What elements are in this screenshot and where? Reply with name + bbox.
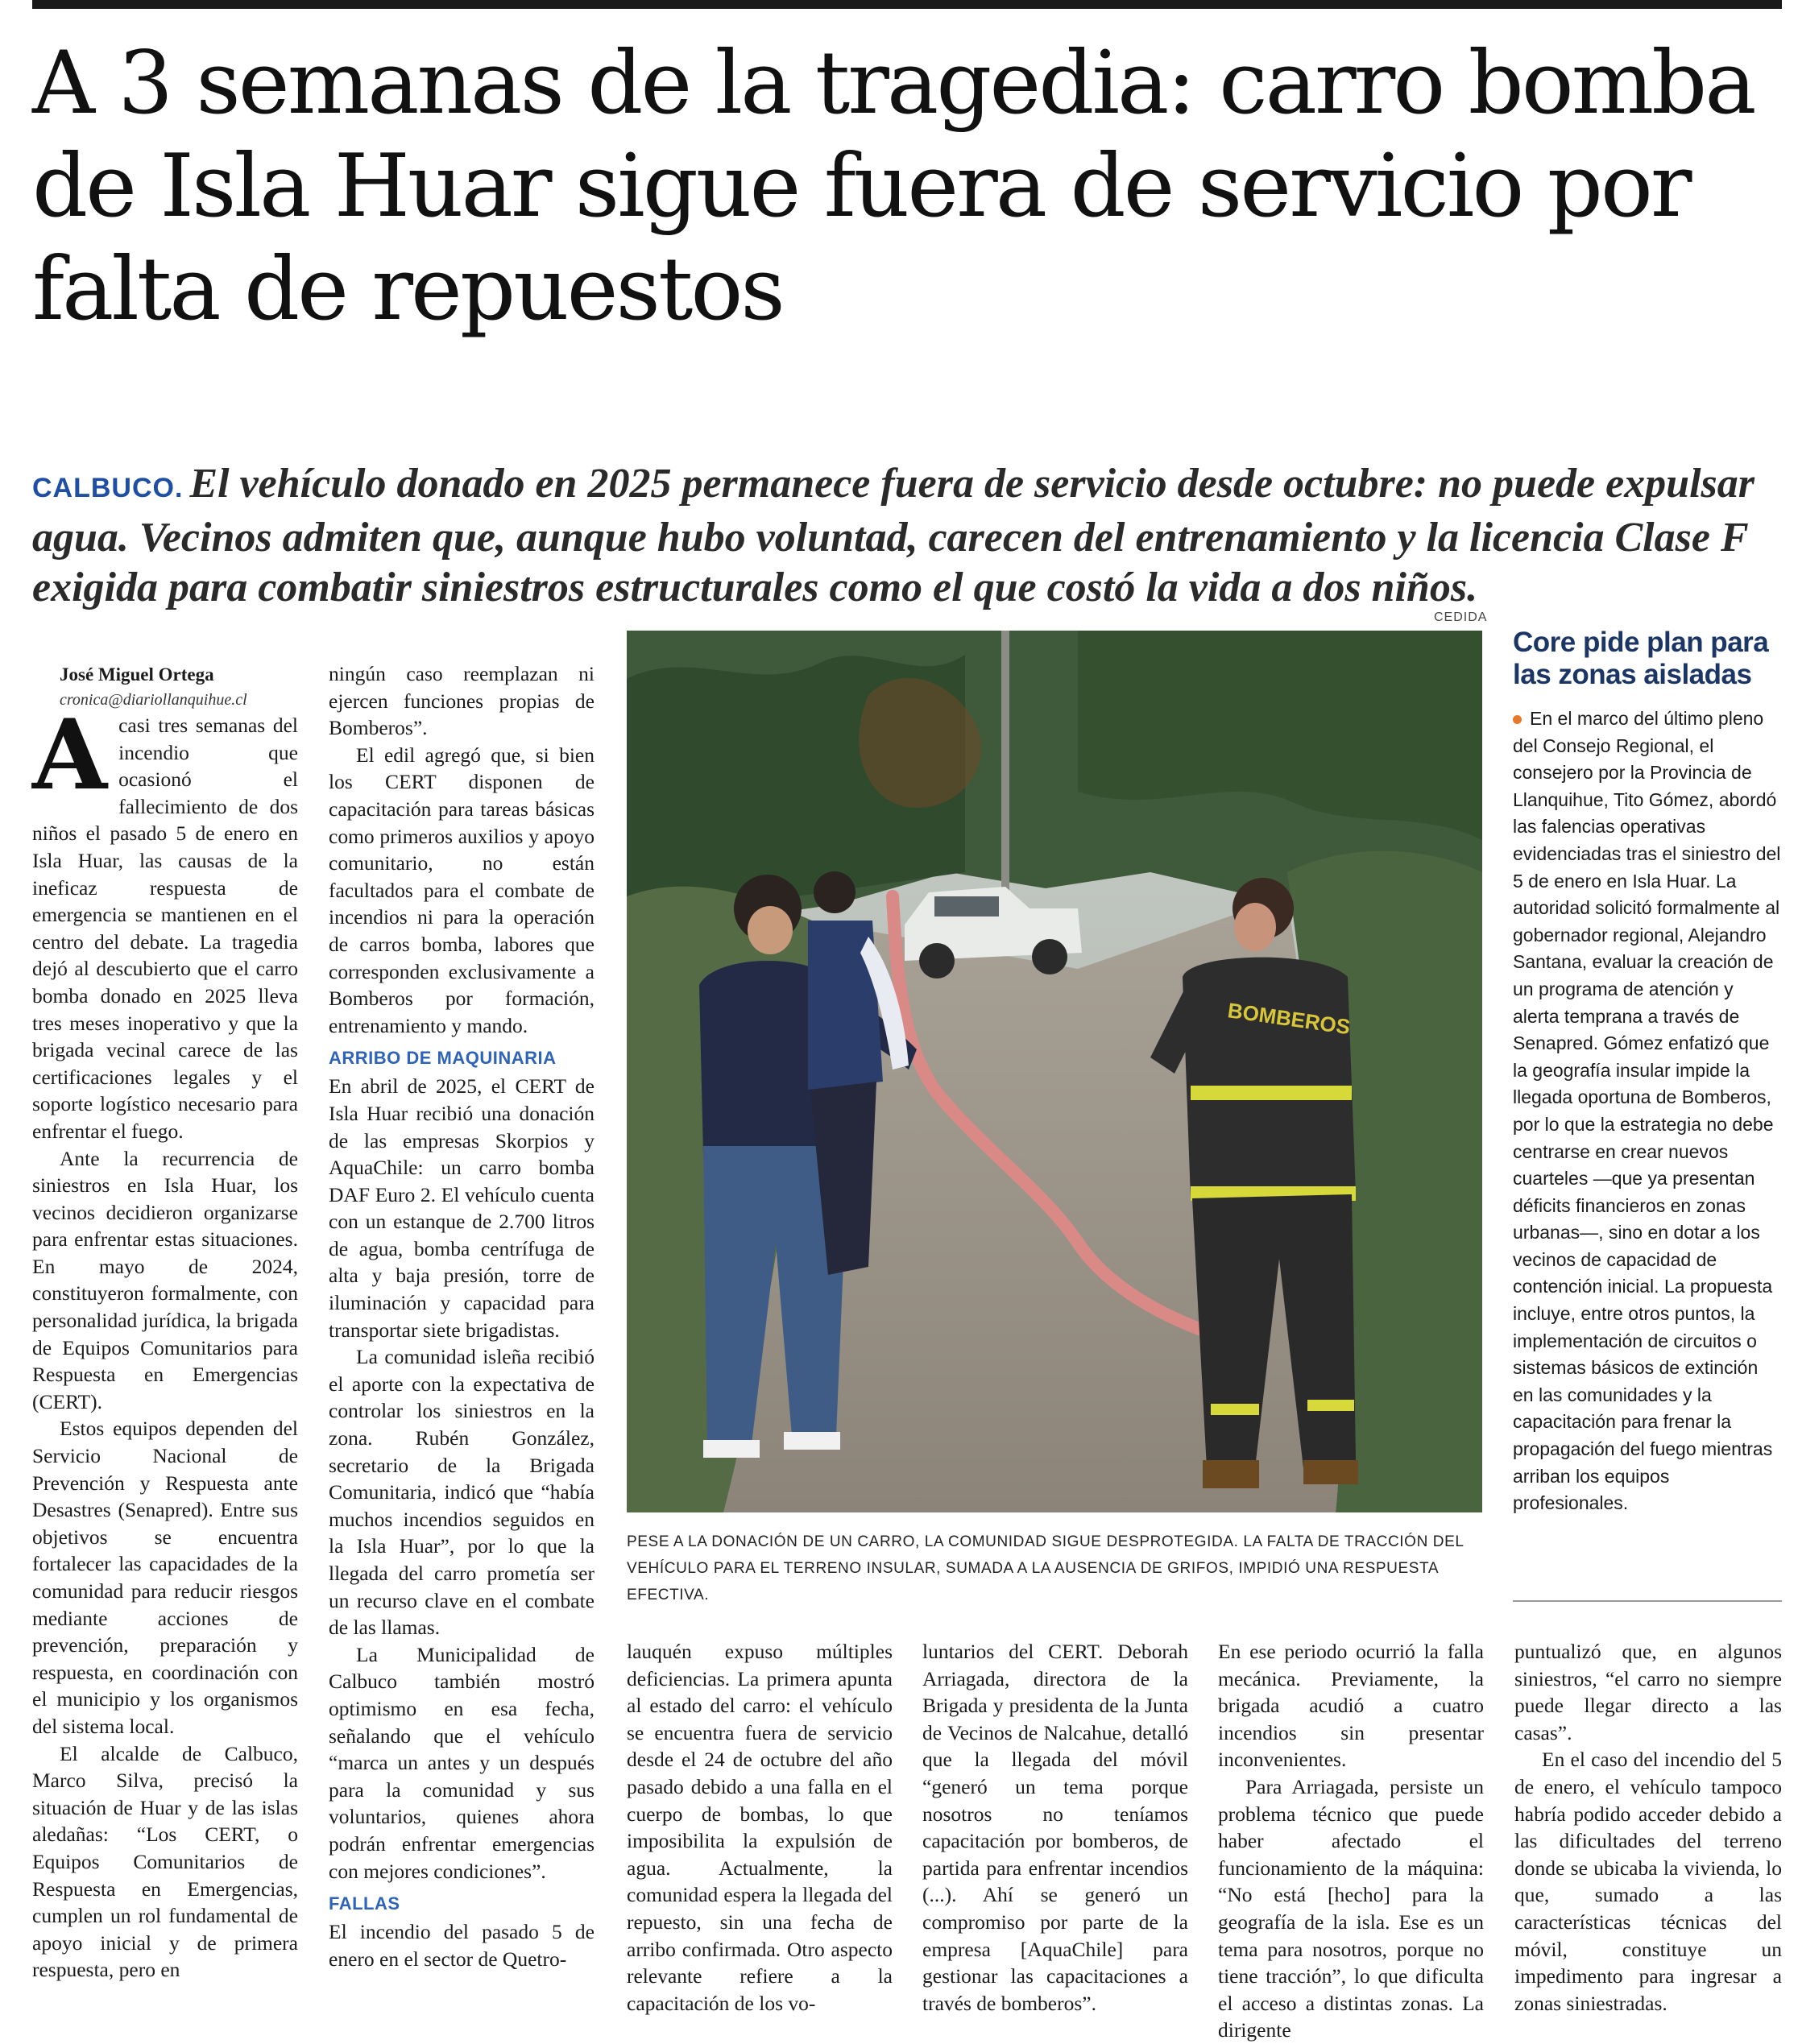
paragraph: Ante la recurrencia de siniestros en Isla Huar, los vecinos decidieron organizarse para enfrentar estas situaciones. En mayo de 2024, constituyeron formalmente, con personalidad jurídica, la brigada de Equipos Comunitarios para Respuesta en Emergencias (CERT). xyxy=(32,1146,298,1413)
article-column-3 xyxy=(627,1638,893,2017)
paragraph: puntualizó que, en algunos siniestros, “el carro no siempre puede llegar directo a las casas”. xyxy=(1514,1640,1782,1744)
drop-cap: A xyxy=(32,698,108,812)
paragraph: El incendio del pasado 5 de enero en el sector de Quetro- xyxy=(329,1920,594,1971)
paragraph: En el caso del incendio del 5 de enero, el vehículo tampoco habría podido acceder debido a las dificultades del terreno donde se ubicaba la vivienda, lo que, sumado a las características técnicas del móvil, constituye un impedimento para ingresar a zonas siniestradas. xyxy=(1514,1748,1782,2015)
sidebar-body: En el marco del último pleno del Consejo Regional, el consejero por la Provincia de Llanquihue, Tito Gómez, abordó las falencias operativas evidenciadas tras el siniestro del 5 de enero en Isla Huar. La autoridad solicitó formalmente al gobernador regional, Alejandro Santana, evaluar la creación de un programa de atención y alerta temprana a través de Senapred. Gómez enfatizó que la geografía insular impide la llegada oportuna de Bomberos, por lo que la estrategia no debe centrarse en crear nuevos cuarteles —que ya presentan déficits financieros en zonas urbanas—, sino en dotar a los vecinos de capacidad de contención inicial. La propuesta incluye, entre otros puntos, la implementación de circuitos o sistemas básicos de extinción en las comunidades y la capacitación para frenar la propagación del fuego mientras arriban los equipos profesionales. xyxy=(1513,708,1781,1514)
top-rule xyxy=(32,0,1782,9)
paragraph: Estos equipos dependen del Servicio Nacional de Prevención y Respuesta ante Desastres (Senapred). Entre sus objetivos se encuentra fortalecer las capacidades de la comunidad para reducir riesgos mediante acciones de prevención, preparación y respuesta, en coordinación con el municipio y los organismos del sistema local. xyxy=(32,1417,298,1738)
deck-kicker: CALBUCO. xyxy=(32,473,184,503)
paragraph: La comunidad isleña recibió el aporte con la expectativa de controlar los siniestros en la zona. Rubén González, secretario de la Brigada Comunitaria, indicó que “había muchos incendios seguidos en la Isla Huar”, por lo que la llegada del carro prometía ser un recurso clave en el combate de las llamas. xyxy=(329,1345,594,1640)
article-column-1 xyxy=(32,662,298,1984)
byline-email: cronica@diariollanquihue.cl xyxy=(60,691,247,709)
headline: A 3 semanas de la tragedia: carro bomba de Isla Huar sigue fuera de servicio por falta de repuestos xyxy=(32,33,1754,340)
paragraph: lauquén expuso múltiples deficiencias. La primera apunta al estado del carro: el vehículo se encuentra fuera de servicio desde el 24 de octubre del año pasado debido a una falla en el cuerpo de bombas, lo que imposibilita la expulsión de agua. Actualmente, la comunidad espera la llegada del repuesto, sin una fecha de arribo confirmada. Otro aspecto relevante refiere a la capacitación de los vo- xyxy=(627,1640,893,2015)
sidebar-title: Core pide plan para las zonas aisladas xyxy=(1513,627,1769,690)
paragraph: La Municipalidad de Calbuco también mostró optimismo en esa fecha, señalando que el vehículo “marca un antes y un después para la comunidad y sus voluntarios, quienes ahora podrán enfrentar emergencias con mejores condiciones”. xyxy=(329,1642,594,1883)
subhead-arribo: ARRIBO DE MAQUINARIA xyxy=(329,1048,557,1069)
paragraph: El edil agregó que, si bien los CERT disponen de capacitación para tareas básicas como primeros auxilios y apoyo comunitario, no están facultados para el combate de incendios ni para la operación de carros bomba, labores que corresponden exclusivamente a Bomberos por formación, entrenamiento y mando. xyxy=(329,743,594,1037)
paragraph: El alcalde de Calbuco, Marco Silva, precisó la situación de Huar y de las islas aledañas: “Los CERT, o Equipos Comunitarios de Respuesta en Emergencias, cumplen un rol fundamental de apoyo inicial y de primera respuesta, pero en xyxy=(32,1741,298,1982)
paragraph: luntarios del CERT. Deborah Arriagada, directora de la Brigada y presidenta de la Junta de Vecinos de Nalcahue, detalló que la llegada del móvil “generó un tema porque nosotros no teníamos capacitación por bomberos, de partida para enfrentar incendios (...). Ahí se generó un compromiso por parte de la empresa [AquaChile] para gestionar las capacitaciones a través de bomberos”. xyxy=(922,1640,1188,2015)
article-column-6 xyxy=(1514,1638,1782,2017)
article-column-2 xyxy=(329,660,594,1972)
news-photo xyxy=(627,631,1482,1512)
paragraph: Para Arriagada, persiste un problema técnico que puede haber afectado el funcionamiento de la máquina: “No está [hecho] para la geografía de la isla. Ese es un tema para nosotros, porque no tiene tracción”, lo que dificulta el acceso a distintas zonas. La dirigente xyxy=(1218,1774,1484,2042)
paragraph: En abril de 2025, el CERT de Isla Huar recibió una donación de las empresas Skorpios y AquaChile: un carro bomba DAF Euro 2. El vehículo cuenta con un estanque de 2.700 litros de agua, bomba centrífuga de alta y baja presión, torre de iluminación y capacidad para transportar siete brigadistas. xyxy=(329,1074,594,1342)
sidebar-text xyxy=(1513,705,1782,1517)
sidebar-box xyxy=(1513,627,1782,1517)
byline-name: José Miguel Ortega xyxy=(60,664,214,685)
lead-text: casi tres semanas del incendio que ocasionó el fallecimiento de dos niños el pasado 5 de enero en Isla Huar, las causas de la ineficaz respuesta de emergencia se mantienen en el centro del debate. La tragedia dejó al descubierto que el carro bomba donado en 2025 lleva tres meses inoperativo y que la brigada vecinal carece de las certificaciones legales y el soporte logístico necesario para enfrentar el fuego. xyxy=(32,714,298,1143)
sidebar-rule xyxy=(1513,1600,1782,1602)
article-column-4 xyxy=(922,1638,1188,2017)
photo-caption: PESE A LA DONACIÓN DE UN CARRO, LA COMUNIDAD SIGUE DESPROTEGIDA. LA FALTA DE TRACCIÓN DEL VEHÍCULO PARA EL TERRENO INSULAR, SUMADA A LA AUSENCIA DE GRIFOS, IMPIDIÓ UNA RESPUESTA EFECTIVA. xyxy=(627,1533,1464,1603)
deck xyxy=(32,459,1782,613)
firefighters-hose-photo xyxy=(627,631,1482,1512)
photo-credit: CEDIDA xyxy=(1434,610,1488,624)
article-column-5 xyxy=(1218,1638,1484,2044)
deck-text: El vehículo donado en 2025 permanece fuera de servicio desde octubre: no puede expulsar agua. Vecinos admiten que, aunque hubo voluntad, carecen del entrenamiento y la licencia Clase F exigida para combatir siniestros estructurales como el que costó la vida a dos niños. xyxy=(32,461,1755,610)
paragraph: ningún caso reemplazan ni ejercen funciones propias de Bomberos”. xyxy=(329,662,594,740)
paragraph: En ese periodo ocurrió la falla mecánica. Previamente, la brigada acudió a cuatro incendios sin presentar inconvenientes. xyxy=(1218,1640,1484,1772)
bullet-icon xyxy=(1513,715,1522,724)
bombers-label: BOMBEROS xyxy=(1226,998,1352,1040)
subhead-fallas: FALLAS xyxy=(329,1893,400,1914)
